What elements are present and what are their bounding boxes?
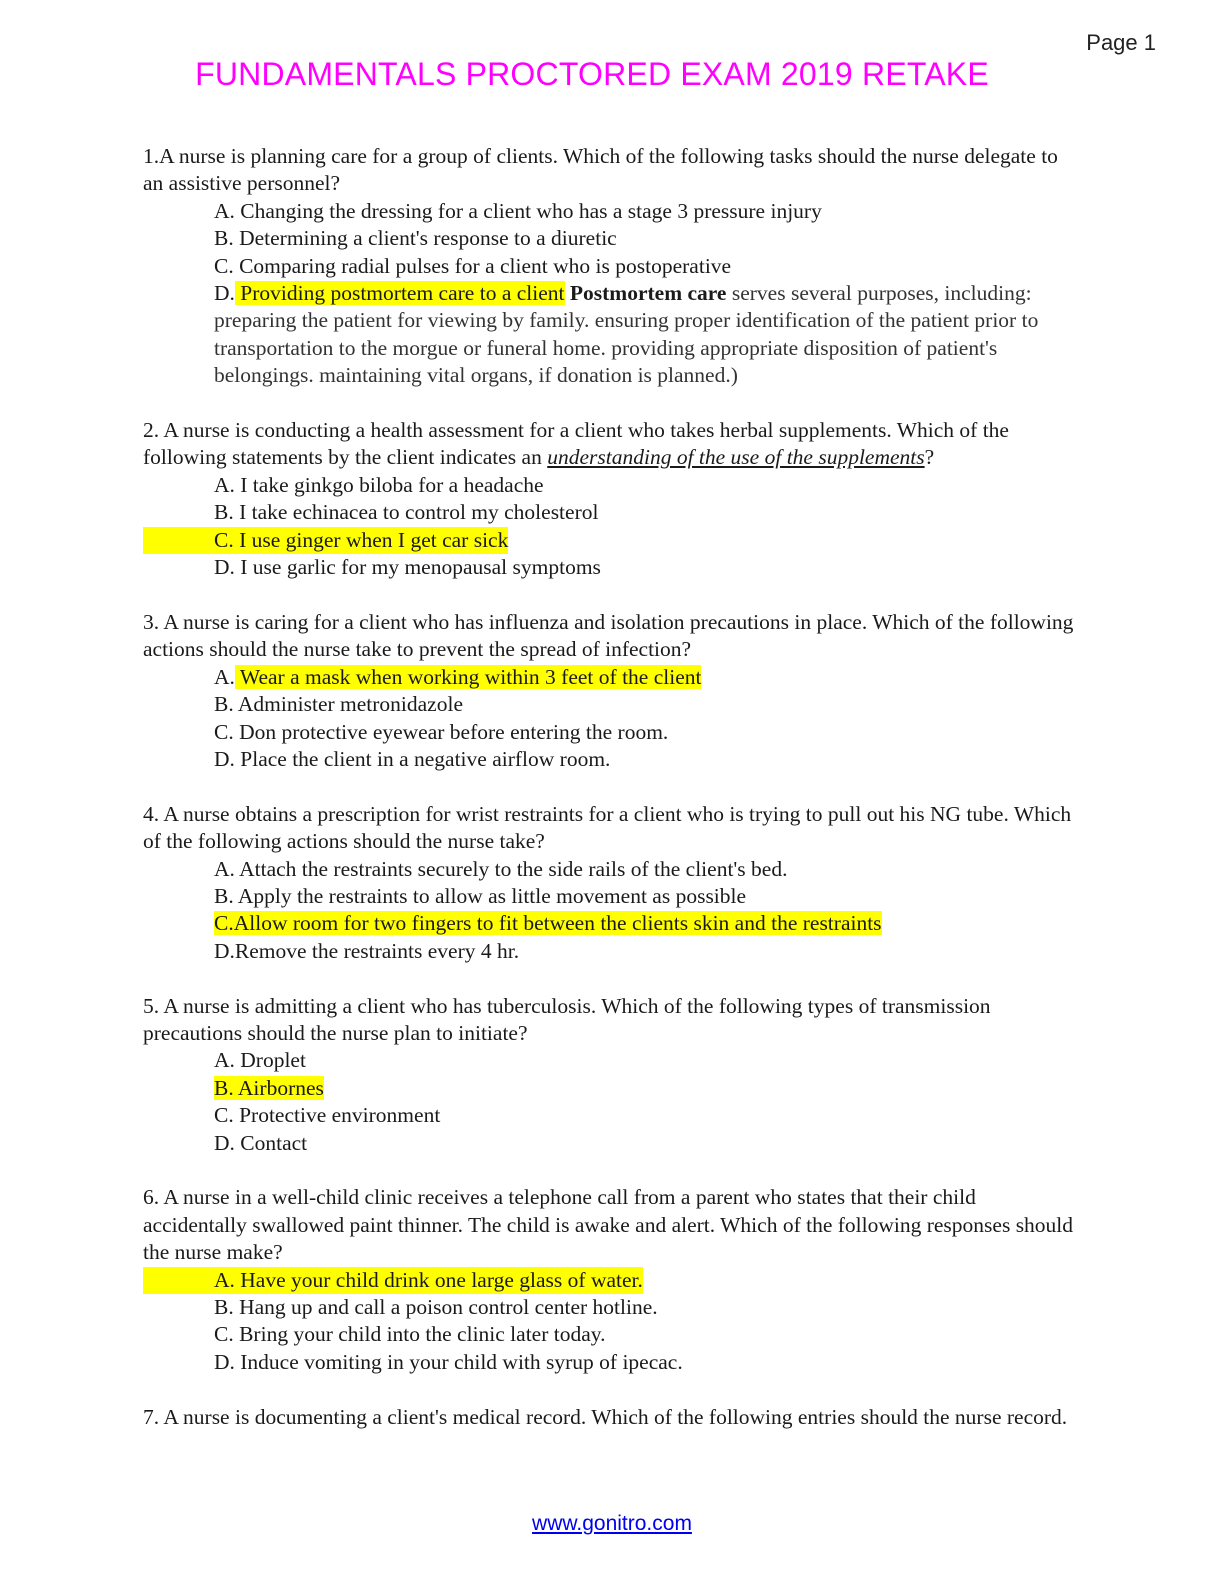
question-5 (143, 993, 1083, 1157)
option-d: D.Remove the restraints every 4 hr. (214, 938, 520, 963)
option-b: B. Administer metronidazole (214, 692, 463, 717)
question-stem: 6. A nurse in a well-child clinic receives a telephone call from a parent who states that their child accidentally swallowed paint thinner. The child is awake and alert. Which of the following responses should the nurse make? (143, 1185, 1074, 1265)
footer-link[interactable]: www.gonitro.com (532, 1512, 692, 1535)
option-b: B. I take echinacea to control my cholesterol (214, 500, 599, 525)
highlighted-answer: A. Have your child drink one large glass of water. (143, 1267, 643, 1294)
question-7 (143, 1404, 1083, 1431)
stem-end: ? (924, 445, 935, 470)
question-stem: 4. A nurse obtains a prescription for wrist restraints for a client who is trying to pull out his NG tube. Which of the following actions should the nurse take? (143, 801, 1072, 854)
option-d-prefix: D. (214, 281, 235, 306)
exam-title: FUNDAMENTALS PROCTORED EXAM 2019 RETAKE (195, 56, 989, 92)
question-stem: 1.A nurse is planning care for a group of clients. Which of the following tasks should the nurse delegate to an assistive personnel? (143, 144, 1058, 196)
highlighted-answer: C.Allow room for two fingers to fit between the clients skin and the restraints (214, 911, 882, 936)
option-a-prefix: A. (214, 664, 235, 689)
option-c: C. Bring your child into the clinic later today. (214, 1322, 606, 1347)
option-c: C. Comparing radial pulses for a client who is postoperative (214, 253, 732, 278)
footer (0, 1512, 1224, 1536)
question-stem: 3. A nurse is caring for a client who has influenza and isolation precautions in place. Which of the following actions should the nurse take to prevent the spread of infection? (143, 609, 1074, 662)
option-d: D. Induce vomiting in your child with syrup of ipecac. (214, 1349, 683, 1374)
option-b-highlighted (143, 1075, 1083, 1102)
question-stem: 5. A nurse is admitting a client who has tuberculosis. Which of the following types of transmission precautions should the nurse plan to initiate? (143, 993, 991, 1045)
option-d: D. Contact (214, 1130, 308, 1155)
highlighted-answer: Wear a mask when working within 3 feet of the client (234, 664, 702, 689)
question-3 (143, 609, 1083, 773)
highlighted-answer: Providing postmortem care to a client (234, 281, 565, 306)
question-stem: 7. A nurse is documenting a client's medical record. Which of the following entries should the nurse record. (143, 1404, 1068, 1429)
option-a: A. Droplet (214, 1048, 306, 1073)
highlighted-answer: C. I use ginger when I get car sick (143, 527, 508, 554)
question-1 (143, 143, 1083, 390)
question-stem (143, 417, 1083, 472)
highlighted-answer: B. Airbornes (214, 1075, 324, 1100)
page-number: Page 1 (1086, 30, 1156, 55)
option-c: C. Protective environment (214, 1103, 441, 1128)
stem-text: 2. A nurse is conducting a health assessment for a client who takes herbal supplements. Which of the following statements by the client indicates an (143, 418, 1009, 470)
option-c-highlighted (143, 527, 1083, 554)
explanation-bold: Postmortem care (569, 281, 727, 306)
option-b: B. Apply the restraints to allow as little movement as possible (214, 883, 747, 908)
option-a-highlighted (143, 1267, 1083, 1294)
option-c: C. Don protective eyewear before entering the room. (214, 719, 669, 744)
stem-underlined: understanding of the use of the supplements (547, 445, 925, 470)
option-c-highlighted (143, 910, 1083, 937)
question-4 (143, 801, 1083, 965)
option-a-highlighted (143, 664, 1083, 691)
option-d-with-explanation (143, 280, 1083, 390)
explanation-text: serves several purposes, including: preparing the patient for viewing by family. ensuring proper identification of the patient prior to transportation to the morgue or funeral home. providing appropriate disposition of patient's belongings. maintaining vital organs, if donation is planned.) (214, 281, 1039, 388)
option-a: A. Changing the dressing for a client who has a stage 3 pressure injury (214, 198, 822, 223)
option-a: A. I take ginkgo biloba for a headache (214, 472, 544, 497)
option-a: A. Attach the restraints securely to the side rails of the client's bed. (214, 856, 788, 881)
question-6 (143, 1184, 1083, 1376)
option-d: D. I use garlic for my menopausal symptoms (214, 555, 601, 580)
option-d: D. Place the client in a negative airflow room. (214, 746, 611, 771)
option-b: B. Hang up and call a poison control center hotline. (214, 1294, 658, 1319)
question-2 (143, 417, 1083, 581)
option-b: B. Determining a client's response to a diuretic (214, 226, 617, 251)
question-list (143, 143, 1083, 1458)
